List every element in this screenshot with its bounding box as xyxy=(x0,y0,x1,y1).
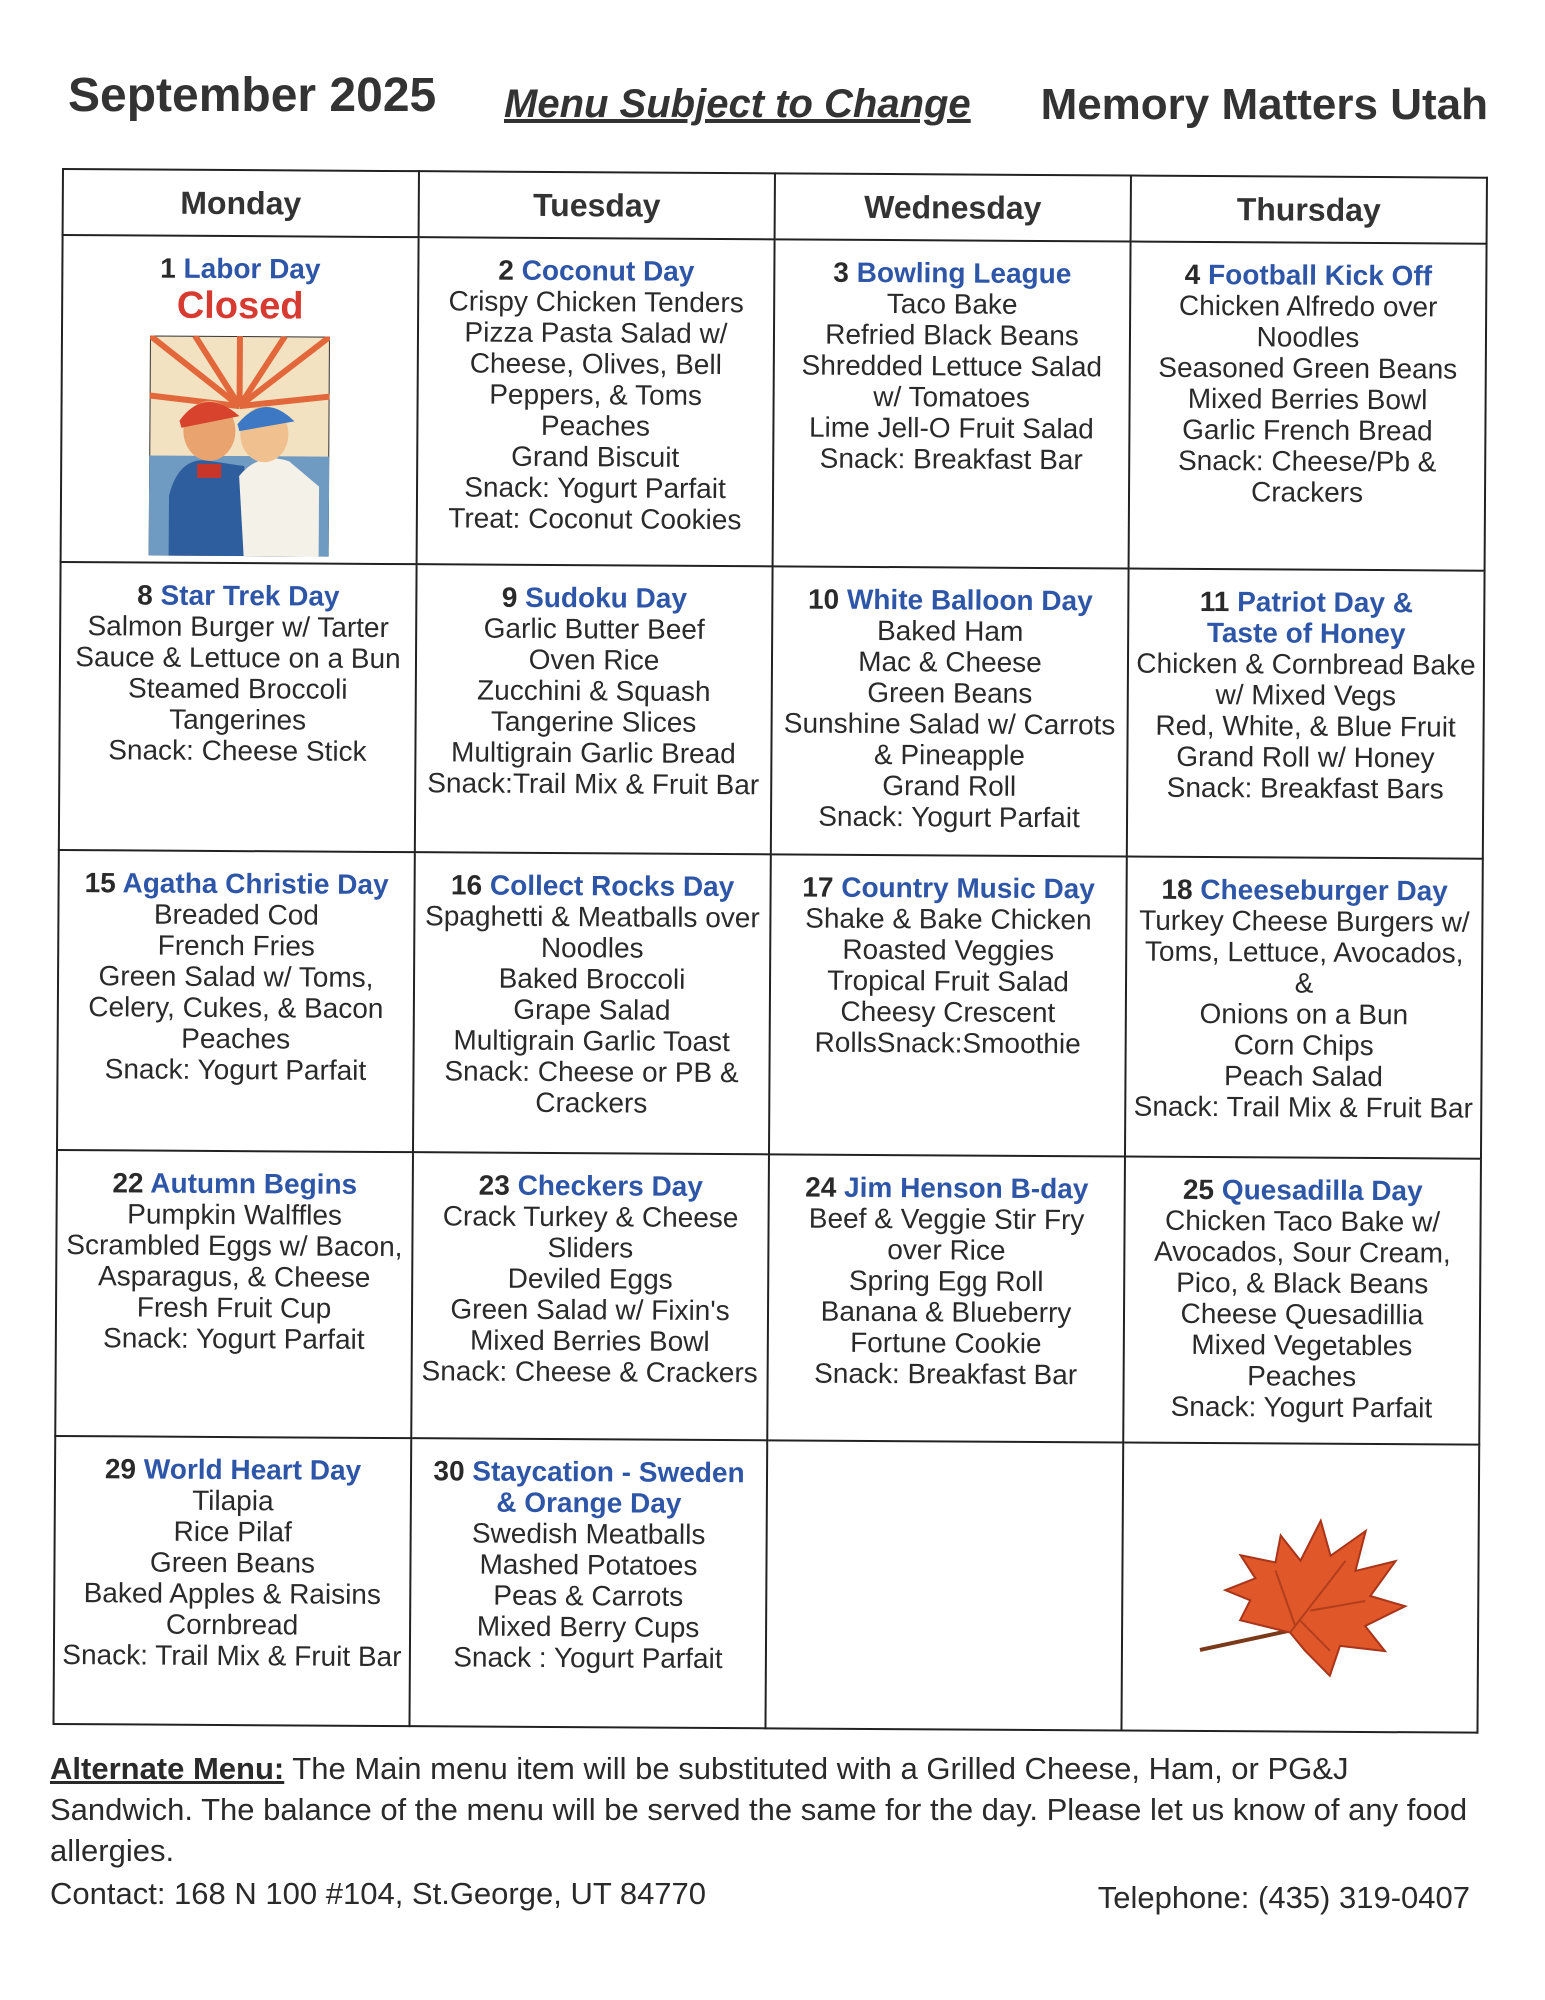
menu-item: Refried Black Beans xyxy=(825,318,1079,352)
menu-item: Corn Chips xyxy=(1233,1029,1374,1062)
menu-item: Toms, Lettuce, Avocados, & xyxy=(1144,935,1464,999)
menu-item: Mixed Vegetables xyxy=(1191,1328,1413,1362)
day-cell-15 xyxy=(57,850,415,1152)
menu-item: Peaches xyxy=(181,1022,291,1055)
menu-item: Chicken & Cornbread Bake xyxy=(1136,647,1476,681)
menu-item: Snack: Trail Mix & Fruit Bar xyxy=(62,1639,402,1673)
day-number: 9 xyxy=(501,581,518,613)
day-number: 24 xyxy=(805,1171,837,1203)
menu-item: Steamed Broccoli xyxy=(128,672,348,705)
menu-item: Snack:Trail Mix & Fruit Bar xyxy=(427,767,760,801)
week-row xyxy=(59,562,1485,859)
menu-item: Garlic Butter Beef xyxy=(483,612,705,645)
day-heading xyxy=(418,1455,760,1519)
day-number: 3 xyxy=(833,256,850,288)
menu-item: Crispy Chicken Tenders xyxy=(448,285,744,319)
weekday-header-row xyxy=(63,169,1487,244)
menu-item: Snack: Yogurt Parfait xyxy=(1170,1390,1433,1424)
day-cell-2 xyxy=(417,237,775,566)
special-day-title: Taste of Honey xyxy=(1206,617,1406,650)
menu-item: Oven Rice xyxy=(528,643,660,676)
day-number: 4 xyxy=(1184,258,1201,290)
menu-item: Green Salad w/ Fixin's xyxy=(450,1293,730,1327)
menu-item: Snack: Breakfast Bars xyxy=(1166,771,1444,805)
menu-item: Salmon Burger w/ Tarter xyxy=(87,610,389,644)
menu-subject-notice: Menu Subject to Change xyxy=(504,82,971,126)
special-day-title: & Orange Day xyxy=(496,1486,682,1519)
week-row xyxy=(57,850,1483,1159)
day-number: 1 xyxy=(160,252,176,284)
menu-item: Spring Egg Roll xyxy=(848,1264,1044,1298)
menu-item: Tangerines xyxy=(169,703,307,736)
menu-item: Mashed Potatoes xyxy=(479,1548,698,1581)
menu-item: Tangerine Slices xyxy=(490,705,697,738)
menu-item: Sliders xyxy=(547,1231,634,1264)
menu-item: Peaches xyxy=(1247,1360,1357,1392)
day-cell-3 xyxy=(773,239,1131,568)
special-day-title: Checkers Day xyxy=(517,1169,703,1202)
menu-item: Noodles xyxy=(540,931,644,964)
day-cell-9 xyxy=(415,564,773,854)
menu-item: Snack: Breakfast Bar xyxy=(819,442,1083,476)
menu-item: French Fries xyxy=(157,929,315,962)
day-number: 29 xyxy=(104,1453,137,1485)
menu-item: over Rice xyxy=(887,1234,1006,1266)
menu-item: Shake & Bake Chicken xyxy=(805,902,1092,936)
day-heading xyxy=(67,579,409,612)
telephone: Telephone: (435) 319-0407 xyxy=(1097,1880,1470,1915)
menu-item: Pizza Pasta Salad w/ xyxy=(464,316,728,350)
menu-item: Snack: Cheese or PB & xyxy=(444,1055,739,1089)
menu-item: Onions on a Bun xyxy=(1199,997,1409,1031)
menu-item: Snack: Cheese & Crackers xyxy=(421,1355,758,1389)
weekday-wednesday: Wednesday xyxy=(775,173,1131,241)
menu-item: Taco Bake xyxy=(886,288,1018,320)
day-cell-17 xyxy=(769,854,1127,1156)
day-heading xyxy=(420,1169,762,1202)
day-cell-11 xyxy=(1127,569,1485,859)
menu-item: Celery, Cukes, & Bacon xyxy=(88,991,384,1024)
day-heading xyxy=(62,1453,404,1486)
month-title: September 2025 xyxy=(68,69,437,122)
menu-item: Crackers xyxy=(1250,476,1364,508)
day-heading xyxy=(1135,586,1477,650)
menu-item: Fresh Fruit Cup xyxy=(136,1291,332,1324)
menu-item: Tilapia xyxy=(192,1484,274,1517)
day-heading xyxy=(1137,259,1479,292)
menu-item: Beef & Veggie Stir Fry xyxy=(808,1202,1085,1236)
menu-item: RollsSnack:Smoothie xyxy=(814,1026,1081,1060)
menu-item: Noodles xyxy=(1256,321,1360,353)
special-day-title: Collect Rocks Day xyxy=(489,869,735,903)
special-day-title: Jim Henson B-day xyxy=(844,1171,1089,1205)
alternate-menu-label: Alternate Menu: xyxy=(50,1751,285,1786)
day-heading xyxy=(66,867,408,900)
special-day-title: White Balloon Day xyxy=(846,583,1093,617)
menu-item: Chicken Alfredo over xyxy=(1178,289,1438,323)
menu-item: Baked Ham xyxy=(876,614,1024,647)
special-day-title: World Heart Day xyxy=(143,1453,362,1486)
day-number: 8 xyxy=(137,579,153,611)
menu-item: Rice Pilaf xyxy=(173,1515,292,1548)
menu-item: Cheesy Crescent xyxy=(840,995,1056,1029)
menu-item: Garlic French Bread xyxy=(1182,413,1433,447)
weekday-thursday: Thursday xyxy=(1131,176,1487,244)
weekday-monday: Monday xyxy=(63,169,419,237)
day-number: 10 xyxy=(807,583,840,615)
menu-item: w/ Mixed Vegs xyxy=(1215,679,1397,712)
menu-item: Seasoned Green Beans xyxy=(1158,351,1458,385)
menu-item: Snack: Yogurt Parfait xyxy=(818,800,1080,834)
menu-item: Mixed Berries Bowl xyxy=(469,1324,710,1357)
special-day-title: Sudoku Day xyxy=(525,581,688,614)
menu-item: Snack: Yogurt Parfait xyxy=(104,1053,367,1086)
menu-item: Asparagus, & Cheese xyxy=(97,1260,371,1293)
menu-item: Crack Turkey & Cheese xyxy=(442,1200,739,1234)
day-cell-22 xyxy=(55,1150,413,1438)
special-day-title: Bowling League xyxy=(856,256,1072,290)
day-number: 16 xyxy=(450,869,483,901)
day-cell-16 xyxy=(413,852,771,1154)
menu-item: Baked Broccoli xyxy=(498,962,686,995)
menu-item: Shredded Lettuce Salad xyxy=(801,349,1103,383)
special-day-title: Agatha Christie Day xyxy=(122,867,389,901)
closed-label: Closed xyxy=(176,284,304,328)
special-day-title: Staycation - Sweden xyxy=(472,1455,745,1489)
menu-item: Snack: Cheese/Pb & xyxy=(1177,444,1437,478)
organization-name: Memory Matters Utah xyxy=(1040,80,1488,129)
special-day-title: Quesadilla Day xyxy=(1221,1174,1423,1207)
menu-item: Deviled Eggs xyxy=(507,1262,673,1295)
menu-item: Cheese Quesadillia xyxy=(1180,1297,1424,1331)
menu-item: Zucchini & Squash xyxy=(476,674,711,707)
day-heading xyxy=(423,581,765,614)
menu-item: Roasted Veggies xyxy=(842,933,1055,967)
menu-item: Peas & Carrots xyxy=(493,1579,684,1612)
page-header xyxy=(68,62,1488,142)
menu-item: Multigrain Garlic Bread xyxy=(450,736,736,770)
menu-item: Mac & Cheese xyxy=(858,645,1042,678)
day-number: 25 xyxy=(1182,1173,1215,1206)
menu-item: Green Salad w/ Toms, xyxy=(98,960,374,993)
day-number: 23 xyxy=(478,1169,510,1201)
day-heading xyxy=(69,252,411,285)
menu-item: Fortune Cookie xyxy=(850,1326,1042,1360)
menu-item: Spaghetti & Meatballs over xyxy=(425,900,760,934)
menu-item: Banana & Blueberry xyxy=(820,1295,1072,1329)
menu-item: Green Beans xyxy=(149,1546,316,1579)
menu-item: Snack: Yogurt Parfait xyxy=(102,1322,365,1355)
menu-item: Baked Apples & Raisins xyxy=(83,1577,382,1610)
menu-item: Snack: Cheese Stick xyxy=(108,734,367,767)
day-number: 18 xyxy=(1161,873,1193,905)
menu-item: Lime Jell-O Fruit Salad xyxy=(808,411,1094,445)
menu-item: w/ Tomatoes xyxy=(873,380,1031,413)
day-cell-24 xyxy=(767,1154,1125,1442)
day-cell-4 xyxy=(1129,242,1487,571)
week-row xyxy=(55,1150,1481,1445)
special-day-title: Football Kick Off xyxy=(1207,259,1433,292)
special-day-title: Country Music Day xyxy=(841,871,1095,905)
day-number: 15 xyxy=(84,867,116,899)
contact-address: Contact: 168 N 100 #104, St.George, UT 84770 xyxy=(50,1876,707,1911)
special-day-title: Labor Day xyxy=(183,252,321,285)
menu-item: Grand Roll xyxy=(882,770,1017,802)
day-cell-8 xyxy=(59,562,417,852)
day-cell-1 xyxy=(61,235,419,564)
day-heading xyxy=(422,869,764,902)
day-heading xyxy=(781,256,1123,289)
menu-item: Breaded Cod xyxy=(153,898,320,931)
week-row xyxy=(61,235,1487,571)
day-heading xyxy=(779,583,1121,616)
menu-item: Tropical Fruit Salad xyxy=(827,964,1070,998)
alternate-menu-note xyxy=(50,1748,1490,1871)
menu-item: Snack : Yogurt Parfait xyxy=(453,1641,723,1675)
menu-item: Green Beans xyxy=(867,676,1033,709)
menu-item: Grand Roll w/ Honey xyxy=(1176,740,1435,774)
special-day-title: Coconut Day xyxy=(521,254,695,287)
weekday-tuesday: Tuesday xyxy=(419,171,775,239)
empty-day-cell xyxy=(1121,1443,1479,1733)
menu-item: Treat: Coconut Cookies xyxy=(448,502,742,536)
empty-day-cell xyxy=(765,1440,1123,1730)
day-heading xyxy=(778,871,1120,904)
menu-item: Cornbread xyxy=(165,1608,299,1641)
menu-item: Multigrain Garlic Toast xyxy=(453,1024,731,1058)
menu-item: Snack: Yogurt Parfait xyxy=(464,471,726,505)
day-heading xyxy=(64,1167,406,1200)
menu-item: Pico, & Black Beans xyxy=(1176,1266,1429,1300)
menu-item: Sauce & Lettuce on a Bun xyxy=(75,641,401,675)
day-number: 17 xyxy=(802,871,834,903)
day-cell-25 xyxy=(1123,1157,1481,1445)
labor-day-poster-image xyxy=(149,336,330,557)
alternate-menu-text: The Main menu item will be substituted with a Grilled Cheese, Ham, or PG&J Sandwich. The balance of the menu will be served the same for the day. Please let us know of any food allergies. xyxy=(50,1751,1468,1868)
special-day-title: Star Trek Day xyxy=(160,579,340,612)
menu-item: Pumpkin Walffles xyxy=(127,1198,343,1231)
menu-item: Snack: Trail Mix & Fruit Bar xyxy=(1133,1090,1473,1124)
menu-item: Grape Salad xyxy=(513,993,671,1026)
menu-item: Mixed Berry Cups xyxy=(476,1610,700,1643)
special-day-title: Autumn Begins xyxy=(150,1167,358,1200)
menu-item: Swedish Meatballs xyxy=(471,1517,706,1550)
menu-item: Grand Biscuit xyxy=(511,440,680,473)
menu-item: Chicken Taco Bake w/ xyxy=(1165,1204,1441,1238)
menu-item: Red, White, & Blue Fruit xyxy=(1155,709,1456,743)
menu-calendar xyxy=(52,168,1487,1734)
menu-item: Sunshine Salad w/ Carrots xyxy=(783,707,1116,741)
day-cell-18 xyxy=(1125,857,1483,1159)
day-heading xyxy=(776,1171,1118,1204)
day-cell-23 xyxy=(411,1152,769,1440)
special-day-title: Cheeseburger Day xyxy=(1200,873,1448,907)
menu-item: Crackers xyxy=(535,1086,648,1119)
day-cell-10 xyxy=(771,566,1129,856)
day-number: 22 xyxy=(112,1167,144,1199)
day-number: 2 xyxy=(498,254,515,286)
special-day-title: Patriot Day & xyxy=(1237,586,1414,619)
week-row xyxy=(53,1436,1479,1733)
menu-item: Turkey Cheese Burgers w/ xyxy=(1139,904,1470,938)
menu-item: Avocados, Sour Cream, xyxy=(1153,1235,1451,1269)
day-heading xyxy=(425,254,767,287)
menu-item: Scrambled Eggs w/ Bacon, xyxy=(66,1229,403,1263)
day-cell-29 xyxy=(53,1436,411,1726)
day-number: 11 xyxy=(1199,585,1230,618)
menu-item: Snack: Breakfast Bar xyxy=(814,1357,1078,1391)
day-heading xyxy=(1132,1174,1474,1207)
day-number: 30 xyxy=(433,1455,465,1487)
menu-item: Peach Salad xyxy=(1223,1060,1383,1093)
autumn-leaf-image xyxy=(1180,1500,1421,1701)
menu-item: Mixed Berries Bowl xyxy=(1187,382,1428,416)
menu-item: Cheese, Olives, Bell xyxy=(469,347,722,381)
menu-item: Peaches xyxy=(540,409,651,442)
menu-item: Peppers, & Toms xyxy=(489,378,703,411)
day-cell-30 xyxy=(409,1438,767,1728)
menu-item: & Pineapple xyxy=(873,738,1026,771)
day-heading xyxy=(1134,874,1476,907)
